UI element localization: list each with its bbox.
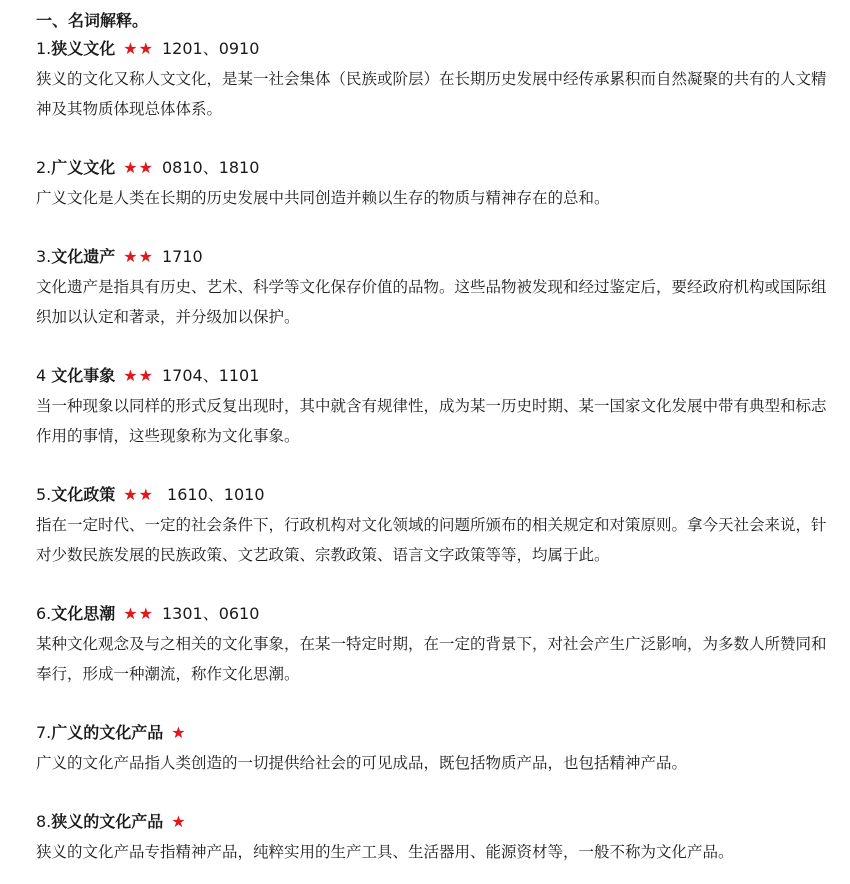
entry-heading — [36, 807, 828, 837]
star-rating-icon: ★★ — [123, 158, 154, 177]
entry-term: 文化事象 — [51, 366, 116, 385]
star-rating-icon: ★★ — [123, 39, 154, 58]
entry-heading — [36, 361, 828, 391]
entry-5 — [36, 480, 828, 570]
entry-number: 3. — [36, 247, 52, 266]
entry-definition: 文化遗产是指具有历史、艺术、科学等文化保存价值的品物。这些品物被发现和经过鉴定后，要经政府机构或国际组织加以认定和著录，并分级加以保护。 — [36, 278, 827, 326]
entry-heading — [36, 242, 828, 272]
entry-definition: 广义的文化产品指人类创造的一切提供给社会的可见成品，既包括物质产品，也包括精神产品。 — [36, 754, 688, 772]
star-rating-icon: ★★ — [123, 366, 154, 385]
entry-definition: 狭义的文化又称人文文化，是某一社会集体（民族或阶层）在长期历史发展中经传承累积而自然凝聚的共有的人文精神及其物质体现总体体系。 — [36, 70, 827, 118]
entry-term: 广义文化 — [51, 158, 116, 177]
star-rating-icon: ★ — [171, 812, 187, 831]
exam-codes: 1710 — [161, 247, 203, 266]
entry-definition: 某种文化观念及与之相关的文化事象，在某一特定时期，在一定的背景下，对社会产生广泛影响，为多数人所赞同和奉行，形成一种潮流，称作文化思潮。 — [36, 635, 827, 683]
entry-term: 狭义文化 — [51, 39, 116, 58]
entry-heading — [36, 34, 828, 64]
entry-term: 广义的文化产品 — [51, 723, 164, 742]
star-rating-icon: ★★ — [123, 604, 154, 623]
entry-term: 文化思潮 — [51, 604, 116, 623]
entry-heading — [36, 718, 828, 748]
entry-number: 4 — [36, 366, 52, 385]
entry-heading — [36, 153, 828, 183]
entry-8 — [36, 807, 828, 867]
exam-codes: 1704、1101 — [161, 366, 260, 385]
exam-codes: 0810、1810 — [161, 158, 260, 177]
section-title: 一、名词解释。 — [36, 11, 149, 30]
entry-term: 狭义的文化产品 — [51, 812, 164, 831]
entry-heading — [36, 480, 828, 510]
entry-number: 1. — [36, 39, 52, 58]
entry-number: 7. — [36, 723, 52, 742]
entry-number: 8. — [36, 812, 52, 831]
star-rating-icon: ★ — [171, 723, 187, 742]
entry-definition: 狭义的文化产品专指精神产品，纯粹实用的生产工具、生活器用、能源资材等，一般不称为文化产品。 — [36, 843, 734, 861]
entry-2 — [36, 153, 828, 213]
entry-definition: 广义文化是人类在长期的历史发展中共同创造并赖以生存的物质与精神存在的总和。 — [36, 189, 610, 207]
entry-number: 5. — [36, 485, 52, 504]
entry-definition: 当一种现象以同样的形式反复出现时，其中就含有规律性，成为某一历史时期、某一国家文化发展中带有典型和标志作用的事情，这些现象称为文化事象。 — [36, 397, 827, 445]
entry-4 — [36, 361, 828, 451]
entry-definition: 指在一定时代、一定的社会条件下，行政机构对文化领域的问题所颁布的相关规定和对策原则。拿今天社会来说，针对少数民族发展的民族政策、文艺政策、宗教政策、语言文字政策等等，均属于此。 — [36, 516, 827, 564]
entry-number: 2. — [36, 158, 52, 177]
entry-6 — [36, 599, 828, 689]
entry-term: 文化遗产 — [51, 247, 116, 266]
entry-term: 文化政策 — [51, 485, 116, 504]
entry-1 — [36, 34, 828, 124]
star-rating-icon: ★★ — [123, 247, 154, 266]
exam-codes: 1201、0910 — [161, 39, 260, 58]
entry-7 — [36, 718, 828, 778]
entry-heading — [36, 599, 828, 629]
entry-3 — [36, 242, 828, 332]
exam-codes: 1610、1010 — [161, 485, 265, 504]
exam-codes: 1301、0610 — [161, 604, 260, 623]
entry-number: 6. — [36, 604, 52, 623]
star-rating-icon: ★★ — [123, 485, 154, 504]
